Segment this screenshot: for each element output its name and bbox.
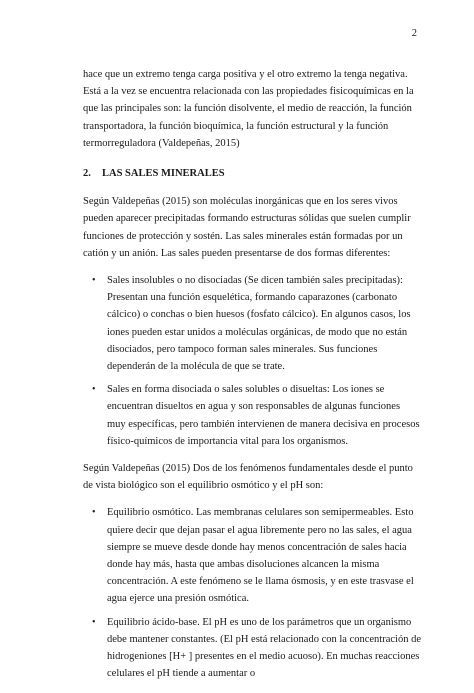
bullet-icon: • — [92, 384, 96, 396]
list-item — [83, 381, 421, 450]
paragraph-sales-definition: Según Valdepeñas (2015) son moléculas inorgánicas que en los seres vivos pueden aparecer precipitadas formando estructuras sólidas que suelen cumplir funciones de protección y sostén. Las sales minerales están formadas por un catión y un anión. Las sales pueden presentarse de dos formas diferentes: — [83, 196, 411, 259]
list-item — [83, 504, 421, 607]
list-item-text: Equilibrio ácido-base. El pH es uno de los parámetros que un organismo debe mantener constantes. (El pH está relacionado con la concentración de hidrogeniones [H+ ] presentes en el medio acuoso). En muchas reacciones celulares el pH tiende a aumentar o — [107, 616, 421, 680]
intro-paragraph: hace que un extremo tenga carga positiva y el otro extremo la tenga negativa. Está a la vez se encuentra relacionada con las propiedades fisicoquímicas en la que las principales son: la función disolvente, el medio de reacción, la función transportadora, la función bioquímica, la función estructural y la función termorreguladora (Valdepeñas, 2015) — [83, 69, 414, 149]
bullet-list-salt-types — [83, 272, 421, 450]
list-item — [83, 272, 421, 375]
list-item-text: Sales insolubles o no disociadas (Se dicen también sales precipitadas): Presentan una función esquelética, formando caparazones (carbonato cálcico) o conchas o bien huesos (fosfato cálcico). En algunos casos, los iones pueden estar unidos a moléculas orgánicas, de modo que no están disociados, pero tampoco forman sales minerales. Sus funciones dependerán de la molécula de que se trate. — [107, 275, 411, 373]
section-heading — [83, 165, 421, 182]
list-item — [83, 614, 421, 683]
bullet-icon: • — [92, 507, 96, 519]
bullet-icon: • — [92, 616, 96, 628]
page-content — [83, 66, 421, 693]
bullet-list-phenomena — [83, 504, 421, 682]
list-item-text: Sales en forma disociada o sales solubles o disueltas: Los iones se encuentran disueltos en agua y son responsables de algunas funciones muy específicas, pero también intervienen de manera decisiva en procesos físico-químicos de importancia vital para los organismos. — [107, 384, 420, 447]
paragraph-phenomena: Según Valdepeñas (2015) Dos de los fenómenos fundamentales desde el punto de vista biológico son el equilibrio osmótico y el pH son: — [83, 463, 413, 492]
section-number: 2. — [83, 168, 91, 180]
page-number: 2 — [411, 28, 417, 39]
list-item-text: Equilibrio osmótico. Las membranas celulares son semipermeables. Esto quiere decir que dejan pasar el agua libremente pero no las sales, el agua siempre se mueve desde donde hay menos concentración de sales hacia donde hay más, hasta que ambas disoluciones alcancen la misma concentración. A este fenómeno se le llama ósmosis, y en este trasvase el agua ejerce una presión osmótica. — [107, 507, 414, 605]
bullet-icon: • — [92, 275, 96, 287]
section-title: LAS SALES MINERALES — [102, 168, 225, 180]
